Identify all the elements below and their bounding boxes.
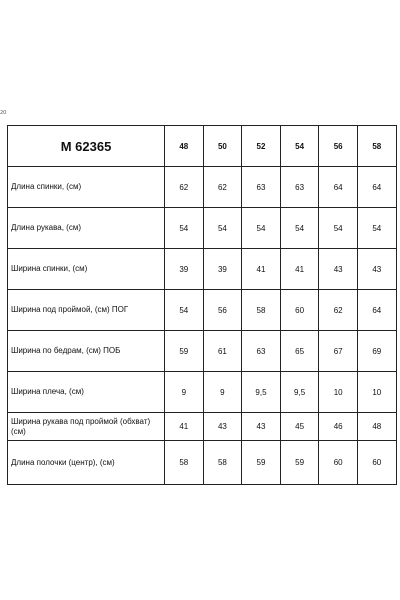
measurement-cell: 65: [280, 331, 319, 372]
measurement-cell: 39: [203, 249, 242, 290]
measurement-cell: 54: [357, 208, 396, 249]
measurement-cell: 62: [319, 290, 358, 331]
corner-mark: 20: [0, 110, 7, 116]
measurement-cell: 54: [203, 208, 242, 249]
measurement-cell: 54: [165, 290, 204, 331]
row-label: Длина спинки, (см): [8, 167, 165, 208]
measurement-cell: 67: [319, 331, 358, 372]
table-row: [8, 372, 397, 413]
table-row: [8, 208, 397, 249]
row-label: Ширина по бедрам, (см) ПОБ: [8, 331, 165, 372]
row-label: Ширина рукава под проймой (обхват) (см): [8, 413, 165, 441]
measurement-cell: 59: [165, 331, 204, 372]
measurement-cell: 62: [203, 167, 242, 208]
measurement-cell: 63: [242, 331, 281, 372]
measurement-cell: 43: [319, 249, 358, 290]
header-row: [8, 126, 397, 167]
row-label: Длина полочки (центр), (см): [8, 441, 165, 485]
measurement-cell: 60: [319, 441, 358, 485]
measurement-cell: 9: [203, 372, 242, 413]
measurement-cell: 9,5: [280, 372, 319, 413]
measurement-cell: 62: [165, 167, 204, 208]
measurement-cell: 9: [165, 372, 204, 413]
table-row: [8, 249, 397, 290]
table-row: [8, 441, 397, 485]
size-header: 48: [165, 126, 204, 167]
measurement-cell: 39: [165, 249, 204, 290]
measurement-cell: 58: [165, 441, 204, 485]
table-row: [8, 167, 397, 208]
measurement-cell: 41: [280, 249, 319, 290]
table-row: [8, 413, 397, 441]
size-header: 50: [203, 126, 242, 167]
measurement-cell: 54: [165, 208, 204, 249]
measurement-cell: 43: [203, 413, 242, 441]
size-header: 58: [357, 126, 396, 167]
size-header: 56: [319, 126, 358, 167]
measurement-cell: 48: [357, 413, 396, 441]
measurement-cell: 59: [280, 441, 319, 485]
measurement-cell: 45: [280, 413, 319, 441]
measurement-cell: 58: [242, 290, 281, 331]
measurement-cell: 46: [319, 413, 358, 441]
measurement-cell: 9,5: [242, 372, 281, 413]
measurement-cell: 10: [319, 372, 358, 413]
measurement-cell: 56: [203, 290, 242, 331]
size-header: 54: [280, 126, 319, 167]
measurement-cell: 63: [280, 167, 319, 208]
measurement-cell: 58: [203, 441, 242, 485]
measurement-cell: 54: [242, 208, 281, 249]
measurement-cell: 43: [357, 249, 396, 290]
table-row: [8, 290, 397, 331]
row-label: Ширина спинки, (см): [8, 249, 165, 290]
model-number: M 62365: [8, 126, 165, 167]
measurement-cell: 69: [357, 331, 396, 372]
measurement-cell: 64: [357, 290, 396, 331]
measurement-cell: 10: [357, 372, 396, 413]
measurement-cell: 59: [242, 441, 281, 485]
measurement-cell: 41: [242, 249, 281, 290]
measurement-cell: 64: [319, 167, 358, 208]
row-label: Длина рукава, (см): [8, 208, 165, 249]
measurement-cell: 64: [357, 167, 396, 208]
row-label: Ширина плеча, (см): [8, 372, 165, 413]
measurement-cell: 60: [280, 290, 319, 331]
measurement-cell: 60: [357, 441, 396, 485]
measurement-cell: 41: [165, 413, 204, 441]
size-table: [7, 125, 397, 485]
measurement-cell: 61: [203, 331, 242, 372]
measurement-cell: 43: [242, 413, 281, 441]
measurement-cell: 54: [319, 208, 358, 249]
size-header: 52: [242, 126, 281, 167]
table-row: [8, 331, 397, 372]
row-label: Ширина под проймой, (см) ПОГ: [8, 290, 165, 331]
measurement-cell: 63: [242, 167, 281, 208]
measurement-cell: 54: [280, 208, 319, 249]
